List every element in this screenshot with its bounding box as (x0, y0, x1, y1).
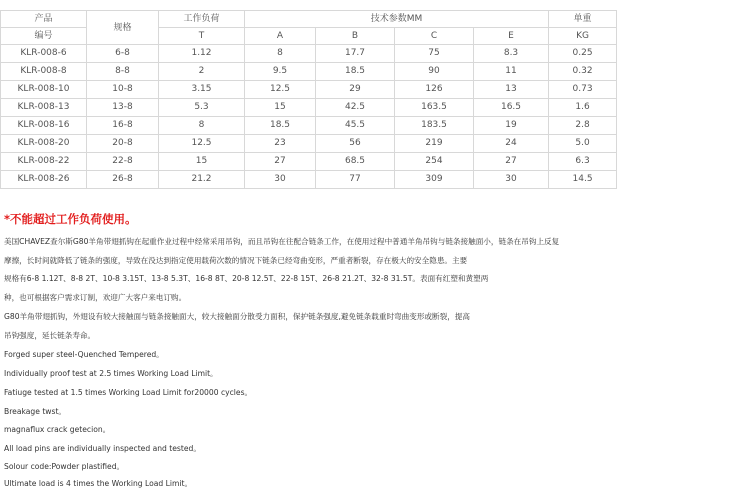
cell-load: 21.2 (159, 171, 245, 189)
cell-spec: 20-8 (87, 135, 159, 153)
cell-e: 19 (474, 117, 549, 135)
cell-a: 27 (245, 153, 316, 171)
header-weight: 单重 (549, 11, 617, 28)
cell-b: 45.5 (316, 117, 395, 135)
description-line: magnaflux crack getecion。 (4, 425, 111, 434)
description-line: All load pins are individually inspected and tested。 (4, 444, 201, 453)
cell-spec: 16-8 (87, 117, 159, 135)
cell-weight: 2.8 (549, 117, 617, 135)
cell-a: 9.5 (245, 63, 316, 81)
table-row (1, 117, 617, 135)
cell-a: 30 (245, 171, 316, 189)
spec-table (0, 10, 617, 189)
description-line: 美国CHAVEZ查尔斯G80羊角带翅抓钩在起重作业过程中经常采用吊钩，而且吊钩在往配合链条工作，在使用过程中普通羊角吊钩与链条接触面小，链条在吊钩上反复 (4, 237, 560, 246)
cell-load: 1.12 (159, 45, 245, 63)
description-line: 摩擦，长时间就降低了链条的强度，导致在没达到指定使用载荷次数的情况下链条已经弯曲变形，严重者断裂，存在极大的安全隐患。主要 (4, 256, 468, 265)
cell-a: 12.5 (245, 81, 316, 99)
cell-b: 68.5 (316, 153, 395, 171)
cell-code: KLR-008-13 (1, 99, 87, 117)
cell-code: KLR-008-26 (1, 171, 87, 189)
description-line: G80羊角带翅抓钩，外翅设有较大接触面与链条接触面大，较大接触面分散受力面积，保护链条强度,避免链条载重时弯曲变形或断裂，提高 (4, 312, 470, 321)
table-row (1, 45, 617, 63)
cell-c: 254 (395, 153, 474, 171)
cell-b: 42.5 (316, 99, 395, 117)
description-line: 吊钩强度，延长链条寿命。 (4, 331, 96, 340)
cell-weight: 0.25 (549, 45, 617, 63)
description-line: Breakage twst。 (4, 407, 67, 416)
table-row (1, 153, 617, 171)
cell-spec: 6-8 (87, 45, 159, 63)
header-weight-unit: KG (549, 28, 617, 45)
cell-spec: 22-8 (87, 153, 159, 171)
table-header-row-1 (1, 11, 617, 28)
description-line: 种，也可根据客户需求订制，欢迎广大客户来电订购。 (4, 293, 187, 302)
table-row (1, 135, 617, 153)
cell-code: KLR-008-8 (1, 63, 87, 81)
description-line: 规格有6-8 1.12T、8-8 2T、10-8 3.15T、13-8 5.3T、16-8 8T、20-8 12.5T、22-8 15T、26-8 21.2T、32-8 31.5T。表面有红塑和黄塑两 (4, 274, 489, 283)
cell-b: 17.7 (316, 45, 395, 63)
header-params: 技术参数MM (245, 11, 549, 28)
header-param-e: E (474, 28, 549, 45)
cell-e: 8.3 (474, 45, 549, 63)
cell-e: 16.5 (474, 99, 549, 117)
table-row (1, 81, 617, 99)
cell-spec: 13-8 (87, 99, 159, 117)
cell-weight: 0.32 (549, 63, 617, 81)
table-row (1, 63, 617, 81)
cell-b: 29 (316, 81, 395, 99)
cell-load: 15 (159, 153, 245, 171)
header-spec: 规格 (87, 11, 159, 45)
header-code: 编号 (1, 28, 87, 45)
cell-a: 8 (245, 45, 316, 63)
cell-load: 12.5 (159, 135, 245, 153)
cell-a: 23 (245, 135, 316, 153)
description-line: Solour code:Powder plastified。 (4, 462, 125, 471)
cell-spec: 8-8 (87, 63, 159, 81)
cell-weight: 0.73 (549, 81, 617, 99)
header-param-b: B (316, 28, 395, 45)
cell-e: 11 (474, 63, 549, 81)
description-line: Ultimate load is 4 times the Working Load Limit。 (4, 479, 193, 488)
cell-spec: 10-8 (87, 81, 159, 99)
cell-weight: 5.0 (549, 135, 617, 153)
header-param-a: A (245, 28, 316, 45)
cell-code: KLR-008-6 (1, 45, 87, 63)
cell-c: 309 (395, 171, 474, 189)
cell-load: 3.15 (159, 81, 245, 99)
cell-code: KLR-008-22 (1, 153, 87, 171)
cell-a: 18.5 (245, 117, 316, 135)
cell-c: 126 (395, 81, 474, 99)
cell-load: 5.3 (159, 99, 245, 117)
cell-e: 24 (474, 135, 549, 153)
cell-code: KLR-008-20 (1, 135, 87, 153)
cell-weight: 1.6 (549, 99, 617, 117)
cell-b: 56 (316, 135, 395, 153)
cell-weight: 14.5 (549, 171, 617, 189)
cell-c: 75 (395, 45, 474, 63)
cell-b: 77 (316, 171, 395, 189)
description-line: Individually proof test at 2.5 times Working Load Limit。 (4, 369, 218, 378)
cell-c: 90 (395, 63, 474, 81)
table-row (1, 171, 617, 189)
cell-e: 30 (474, 171, 549, 189)
cell-c: 163.5 (395, 99, 474, 117)
header-param-c: C (395, 28, 474, 45)
header-product: 产品 (1, 11, 87, 28)
cell-code: KLR-008-10 (1, 81, 87, 99)
cell-code: KLR-008-16 (1, 117, 87, 135)
cell-load: 8 (159, 117, 245, 135)
cell-e: 13 (474, 81, 549, 99)
header-load: 工作负荷 (159, 11, 245, 28)
cell-e: 27 (474, 153, 549, 171)
description-line: Fatiuge tested at 1.5 times Working Load Limit for20000 cycles。 (4, 388, 253, 397)
description-line: Forged super steel-Quenched Tempered。 (4, 350, 164, 359)
header-load-unit: T (159, 28, 245, 45)
cell-load: 2 (159, 63, 245, 81)
table-row (1, 99, 617, 117)
cell-weight: 6.3 (549, 153, 617, 171)
cell-b: 18.5 (316, 63, 395, 81)
cell-a: 15 (245, 99, 316, 117)
cell-c: 183.5 (395, 117, 474, 135)
cell-c: 219 (395, 135, 474, 153)
cell-spec: 26-8 (87, 171, 159, 189)
load-warning: *不能超过工作负荷使用。 (4, 212, 137, 226)
